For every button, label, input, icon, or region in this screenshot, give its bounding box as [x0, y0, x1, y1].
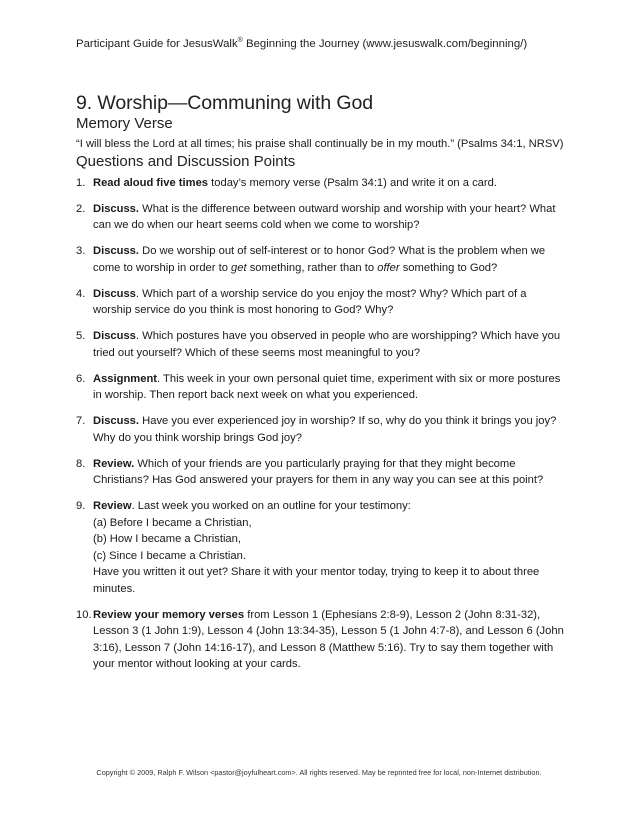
question-text: . Which postures have you observed in people who are worshipping? Which have you tried out yourself? Which of these seems most meaningful to you? — [93, 330, 561, 359]
question-text: Do we worship out of self-interest or to honor God? What is the problem when we come to worship in order to — [93, 245, 546, 274]
question-lead: Review. — [93, 457, 135, 470]
question-text: Have you ever experienced joy in worship? If so, why do you think it brings you joy? Why do you think worship brings God joy? — [93, 415, 557, 444]
header-text: Participant Guide for JesusWalk — [76, 38, 238, 50]
question-number: 10. — [76, 608, 92, 621]
outline-line: (c) Since I became a Christian. — [93, 549, 246, 562]
question-text: something, rather than to — [246, 261, 378, 274]
question-number: 9. — [76, 500, 86, 512]
question-number: 8. — [76, 457, 86, 470]
question-number: 3. — [76, 245, 86, 257]
question-number: 5. — [76, 330, 86, 342]
question-text: . This week in your own personal quiet time, experiment with six or more postures in worship. Then report back next week on what you experienced. — [93, 372, 561, 401]
question-emphasis: offer — [377, 261, 400, 274]
question-text: from Lesson 1 (Ephesians 2:8-9), Lesson 2 (John 8:31-32), Lesson 3 (1 John 1:9), Lesson 4 (John 13:34-35), Lesson 5 (1 John 4:7-8), and Lesson 6 (John 3:16), Lesson 7 (John 14:16-17), and Lesson 8 (Matthew 5:16). Try to say them together with your mentor without looking at your cards. — [93, 608, 564, 670]
question-lead: Discuss. — [93, 245, 140, 257]
memory-verse-heading: Memory Verse — [76, 115, 173, 132]
questions-heading: Questions and Discussion Points — [76, 152, 296, 170]
question-item — [76, 286, 568, 319]
question-item — [76, 498, 568, 597]
question-lead: Discuss — [93, 287, 136, 300]
question-text: . Which part of a worship service do you enjoy the most? Why? Which part of a worship service do you think is most honoring to God? Why? — [93, 287, 527, 316]
outline-line: Have you written it out yet? Share it with your mentor today, trying to keep it to about three minutes. — [93, 566, 540, 595]
question-number: 2. — [76, 202, 86, 215]
question-lead: Discuss — [93, 330, 136, 342]
question-item — [76, 243, 568, 276]
question-item — [76, 328, 568, 361]
outline-line: (a) Before I became a Christian, — [93, 516, 252, 529]
question-item — [76, 175, 568, 192]
question-item — [76, 371, 568, 404]
registered-mark: ® — [237, 37, 243, 45]
page-content — [76, 92, 568, 682]
question-item — [76, 201, 568, 234]
question-lead: Discuss. — [93, 202, 140, 215]
outline-line: (b) How I became a Christian, — [93, 533, 241, 545]
memory-verse-text: “I will bless the Lord at all times; his praise shall continually be in my mouth.” (Psalms 34:1, NRSV) — [76, 138, 564, 150]
question-item — [76, 456, 568, 489]
page-header — [76, 38, 527, 50]
question-number: 7. — [76, 415, 86, 427]
question-number: 4. — [76, 287, 86, 300]
question-lead: Read aloud five times — [93, 176, 209, 189]
question-text: . Last week you worked on an outline for your testimony: — [131, 500, 411, 512]
question-text: What is the difference between outward worship and worship with your heart? What can we do when our heart seems cold when we come to worship? — [93, 202, 556, 231]
question-text: Which of your friends are you particularly praying for that they might become Christians? Has God answered your prayers for them in any way you can see at this point? — [93, 457, 544, 486]
question-item — [76, 607, 568, 673]
question-number: 6. — [76, 372, 86, 385]
questions-list — [76, 175, 568, 673]
question-lead: Discuss. — [93, 415, 140, 427]
question-lead: Review — [93, 500, 132, 512]
question-item — [76, 413, 568, 446]
lesson-title: 9. Worship—Communing with God — [76, 92, 373, 114]
question-text: today’s memory verse (Psalm 34:1) and write it on a card. — [208, 176, 497, 189]
copyright-footer: Copyright © 2009, Ralph F. Wilson <pastor@joyfulheart.com>. All rights reserved. May be reprinted free for local, non-Internet distribution. — [96, 768, 542, 777]
question-number: 1. — [76, 176, 86, 189]
question-lead: Review your memory verses — [93, 608, 245, 621]
question-text: something to God? — [399, 261, 498, 274]
header-text-tail: Beginning the Journey (www.jesuswalk.com/beginning/) — [242, 38, 528, 50]
question-emphasis: get — [231, 261, 247, 274]
question-lead: Assignment — [93, 372, 158, 385]
